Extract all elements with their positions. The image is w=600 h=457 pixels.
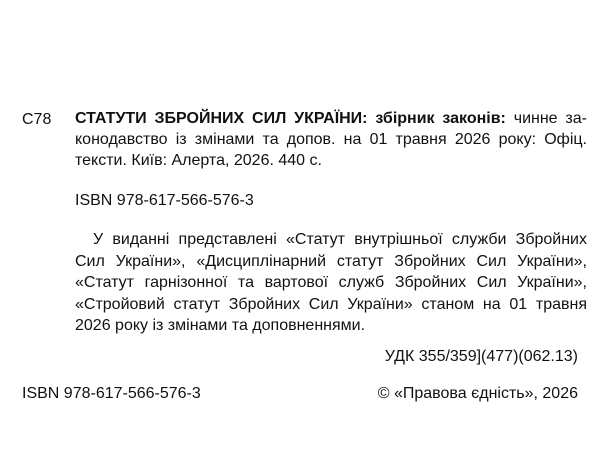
entry-subtitle: збірник законів: xyxy=(375,110,506,127)
isbn-bottom: ISBN 978-617-566-576-3 xyxy=(22,385,201,402)
classification-code: С78 xyxy=(22,111,52,128)
annotation-paragraph: У виданні представлені «Статут внутрішньої служби Збройних Сил України», «Дисциплінарний статут Збройних Сил України», «Статут гарнізонної та вартової служб Збройних Сил України», «Стройовий статут Збройних Сил України» станом на 01 травня 2026 року із змінами та доповненнями. xyxy=(75,231,587,334)
entry-details: чинне законодавство із змінами та допов. на 01 травня 2026 року: Офіц. тексти. Київ: Алерта, 2026. 440 с. xyxy=(75,110,587,169)
entry-title: СТАТУТИ ЗБРОЙНИХ СИЛ УКРАЇНИ: xyxy=(75,110,368,127)
bibliographic-entry xyxy=(75,108,587,171)
copyright-notice: © «Правова єдність», 2026 xyxy=(377,385,578,402)
isbn-top: ISBN 978-617-566-576-3 xyxy=(75,192,254,209)
udk-code: УДК 355/359](477)(062.13) xyxy=(384,348,578,365)
